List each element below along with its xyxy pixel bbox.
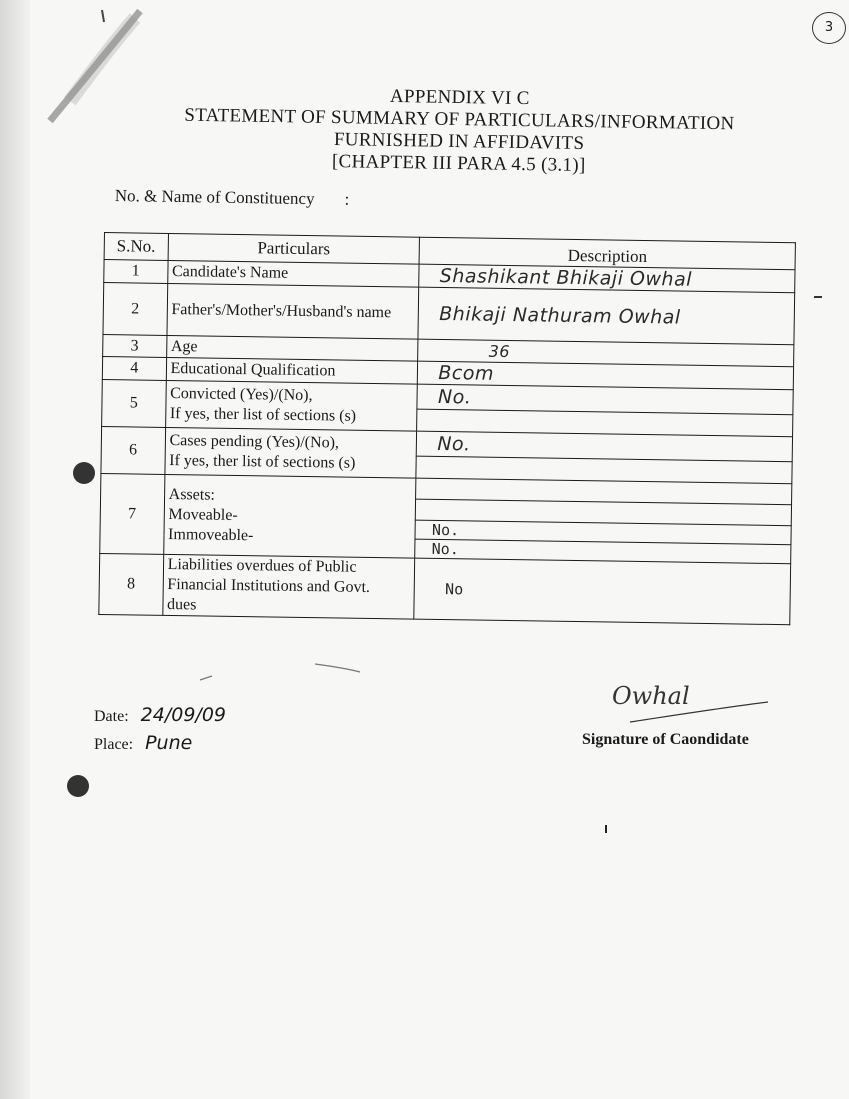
col-header-sno: S.No. [104, 233, 168, 261]
margin-mark [814, 296, 822, 298]
table-row [99, 553, 791, 624]
row-sno: 5 [102, 379, 166, 427]
date-value: 24/09/09 [140, 704, 226, 726]
place-label: Place: [94, 736, 134, 753]
row-description: No. [417, 384, 793, 415]
row-description: No. [415, 539, 791, 564]
signature-label: Signature of Caondidate [582, 731, 749, 748]
constituency-line [115, 186, 350, 210]
statement-subtitle: FURNISHED IN AFFIDAVITS [333, 129, 585, 154]
particulars-table-wrap [98, 232, 796, 625]
col-header-description: Description [419, 237, 795, 270]
row-description: 36 [418, 339, 794, 367]
particulars-table [98, 232, 796, 625]
row-particulars-line: dues [166, 595, 197, 614]
row-particulars-line: Cases pending (Yes)/(No), [169, 431, 340, 452]
row-particulars [163, 474, 416, 558]
row-particulars: Father's/Mother's/Husband's name [167, 283, 420, 339]
statement-title: STATEMENT OF SUMMARY OF PARTICULARS/INFORMATION [184, 104, 735, 135]
row-description: Shashikant Bhikaji Owhal [419, 264, 795, 293]
row-description: Bcom [418, 361, 794, 390]
row-particulars-line: Assets: [168, 485, 216, 504]
row-particulars [165, 380, 417, 431]
row-particulars-line: Convicted (Yes)/(No), [170, 385, 313, 405]
page-number-badge: 3 [812, 12, 846, 44]
row-particulars-line: If yes, ther list of sections (s) [169, 451, 356, 472]
row-description: No. [417, 431, 793, 462]
row-particulars: Educational Qualification [166, 357, 418, 384]
constituency-colon: : [344, 189, 350, 209]
row-particulars: Age [166, 335, 418, 361]
row-sno: 3 [103, 334, 167, 357]
date-label: Date: [94, 708, 129, 725]
row-sno: 2 [103, 283, 167, 336]
row-particulars [165, 427, 417, 478]
scan-edge-shadow [0, 0, 30, 1099]
row-description: No. [415, 520, 791, 545]
row-sno: 4 [102, 356, 166, 380]
scan-smudge [40, 6, 150, 126]
appendix-title: APPENDIX VI C [389, 85, 530, 110]
row-particulars-line: Moveable- [168, 505, 238, 524]
date-line [94, 702, 226, 730]
chapter-reference: [CHAPTER III PARA 4.5 (3.1)] [331, 151, 586, 177]
punch-hole [73, 462, 95, 484]
document-header [139, 82, 780, 180]
row-particulars-line: Liabilities overdues of Public [167, 555, 357, 576]
punch-hole [67, 775, 89, 797]
place-line [94, 730, 226, 758]
pen-stroke-mark [190, 662, 370, 692]
signature-mark: Owhal [612, 682, 690, 710]
row-particulars-line: Immoveable- [167, 525, 254, 544]
stray-mark [605, 825, 607, 833]
row-particulars-line: Financial Institutions and Govt. [167, 575, 371, 596]
row-sno: 8 [99, 553, 163, 615]
date-place-block [94, 702, 226, 758]
row-particulars [162, 554, 415, 619]
row-sno: 7 [100, 473, 165, 554]
row-sno: 1 [104, 260, 168, 284]
constituency-label: No. & Name of Constituency [114, 186, 315, 209]
row-sno: 6 [101, 426, 165, 474]
place-value: Pune [145, 732, 193, 754]
row-description: Bhikaji Nathuram Owhal [418, 287, 794, 345]
col-header-particulars: Particulars [168, 233, 420, 264]
row-particulars: Candidate's Name [167, 260, 419, 287]
row-particulars-line: If yes, ther list of sections (s) [169, 404, 357, 425]
row-description: No [414, 558, 790, 625]
